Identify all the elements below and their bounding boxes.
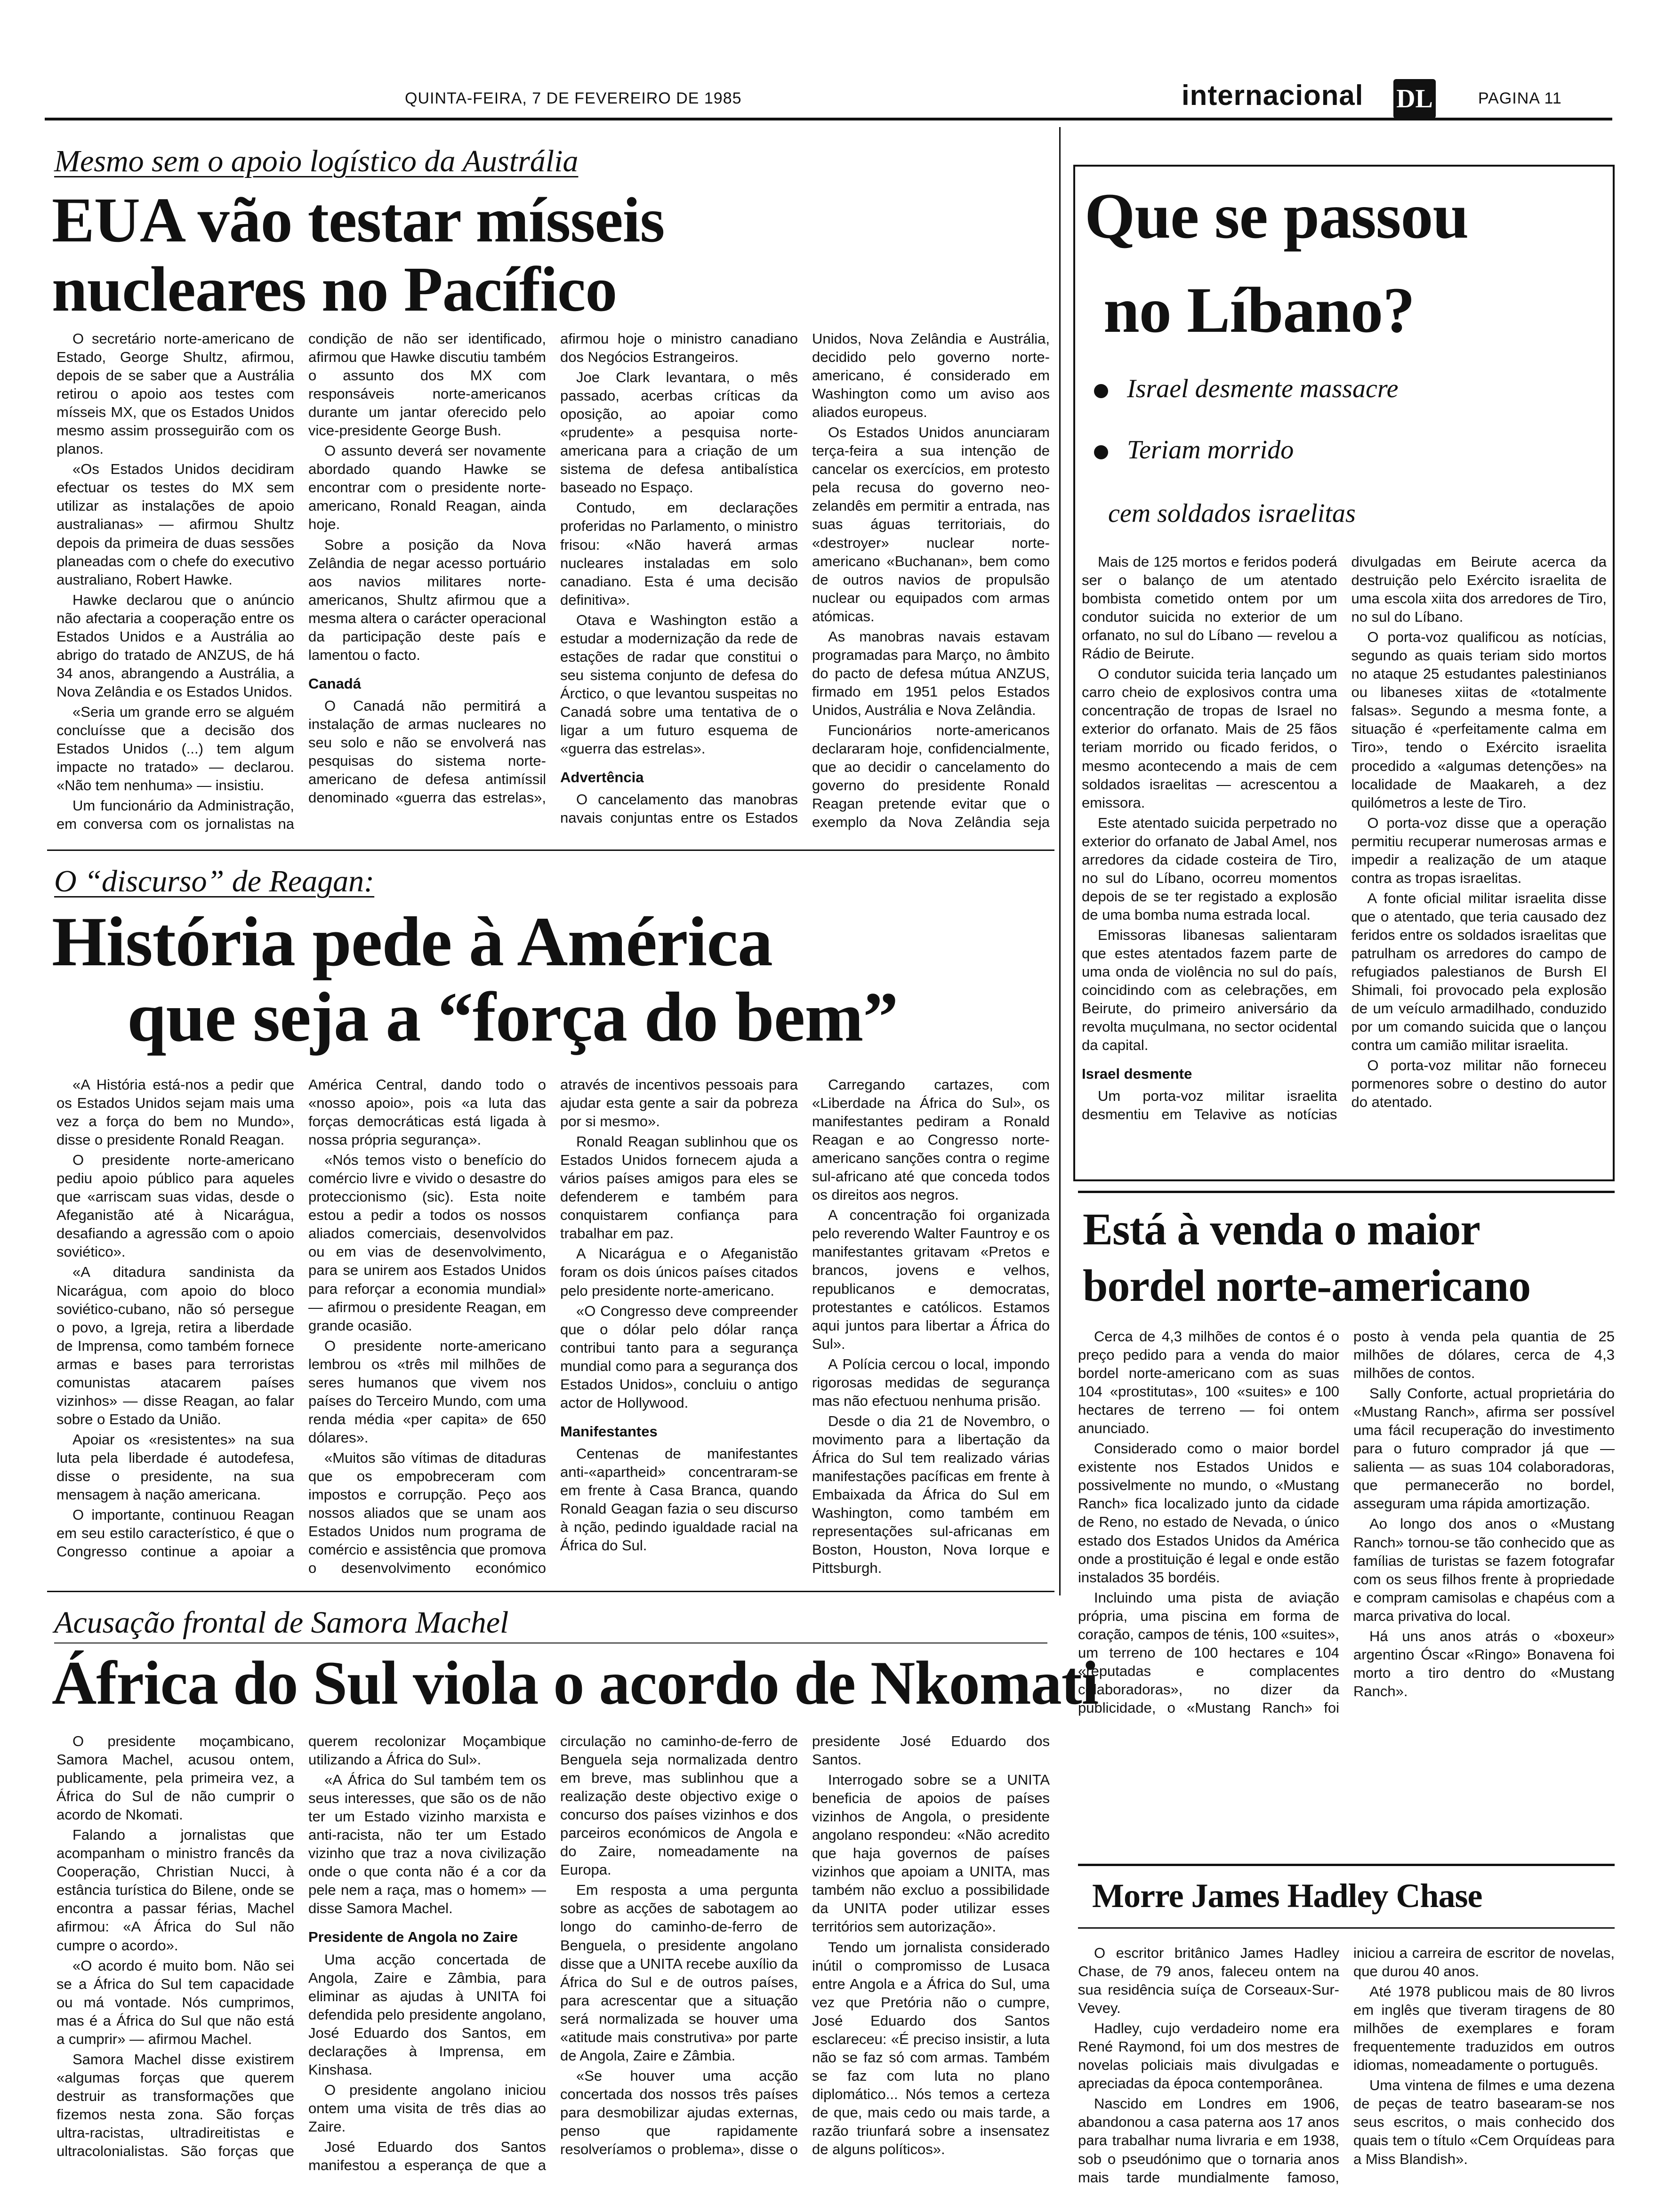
paragraph: A concentração foi organizada pelo reverendo Walter Fauntroy e os manifestantes gritavam «Pretos e brancos, jovens e velhos, republicanos e democratas, protestantes e católicos. Estamos aqui juntos para libertar a África do Sul». — [812, 1207, 1050, 1352]
crosshead: Advertência — [560, 769, 644, 786]
paragraph: Tendo um jornalista considerado inútil o compromisso de Lusaca entre Angola e a África do Sul, uma vez que Pretória não o cumpre, José Eduardo dos Santos esclareceu: «É preciso insistir, a luta não se faz só com armas. Também se faz com luta no plano diplomático... Nós temos a certeza de que, mais cedo ou mais tarde, a razão triunfará sobre a insensatez de alguns políticos». — [812, 1939, 1050, 2158]
article-rule — [1078, 1191, 1615, 1193]
page-date: QUINTA-FEIRA, 7 DE FEVEREIRO DE 1985 — [405, 89, 742, 107]
paragraph: Hadley, cujo verdadeiro nome era René Raymond, foi um dos mestres de novelas policiais mais divulgadas e apreciadas da época contemporânea. — [1078, 2020, 1339, 2092]
paragraph: O secretário norte-americano de Estado, George Shultz, afirmou, depois de se saber que a Austrália retirou o apoio aos testes com mísseis MX, que os Estados Unidos mesmo assim prosseguirão com os planos. — [56, 330, 294, 457]
page-number: PAGINA 11 — [1478, 89, 1562, 107]
crosshead: Israel desmente — [1082, 1066, 1192, 1082]
paragraph: «Se houver uma acção concertada dos nossos três países para desmobilizar ajudas externas, penso que rapidamente resolveríamos o problema», disse o presidente José Eduardo dos Santos. — [560, 1733, 1050, 2158]
paragraph: Sally Conforte, actual proprietária do «Mustang Ranch», afirma ser possível uma fácil recuperação do investimento para o futuro comprador já que — salienta — as suas 104 colaboradoras, que permanecerão no bordel, asseguram uma rápida amortização. — [1353, 1385, 1615, 1512]
paragraph: O assunto deverá ser novamente abordado quando Hawke se encontrar com o presidente norte-americano, Ronald Reagan, ainda hoje. — [308, 442, 546, 533]
header-rule — [45, 118, 1612, 120]
bullet-text: Teriam morrido — [1127, 435, 1294, 465]
article-headline: que seja a “força do bem” — [127, 978, 898, 1056]
paragraph: Considerado como o maior bordel existente nos Estados Unidos e possivelmente no mundo, o «Mustang Ranch» fica localizado junto da cidade de Reno, no estado de Nevada, o único estado dos Estados Unidos da América onde a prostituição é legal e onde estão instalados 35 bordéis. — [1078, 1440, 1339, 1586]
paragraph: Carregando cartazes, com «Liberdade na África do Sul», os manifestantes pediram a Ronald Reagan e ao Congresso norte-americano sanções contra o regime sul-africano até que conceda todos os direitos aos negros. — [812, 1076, 1050, 1203]
article-hadley-chase — [1069, 1864, 1619, 2193]
paragraph: Samora Machel disse existirem «algumas forças que querem destruir as transformações que fizemos nesta zona. São forças ultra-racistas, ultradireitistas e ultracolonialistas. São forças que querem recolonizar Moçambique utilizando a África do Sul». — [56, 1733, 546, 2160]
article-body — [1078, 1327, 1615, 1868]
article-body — [56, 1732, 1050, 2188]
sidebar-headline: no Líbano? — [1103, 274, 1415, 346]
paragraph: Ao longo dos anos o «Mustang Ranch» tornou-se tão conhecido que as famílias de turistas se fazem fotografar com os seus filhos frente à propriedade e compram camisolas e chapéus com a marca privativa do local. — [1353, 1515, 1615, 1624]
paragraph: Centenas de manifestantes anti-«apartheid» concentraram-se em frente à Casa Branca, quando Ronald Geagan fazia o seu discurso à nção, pedindo igualdade racial na África do Sul. — [560, 1445, 798, 1554]
article-nkomati — [47, 1595, 1099, 2193]
crosshead: Canadá — [308, 675, 361, 692]
paragraph: Mais de 125 mortos e feridos poderá ser o balanço de um atentado bombista cometido ontem por um condutor suicida no exterior de um orfanato, no sul do Líbano — revelou a Rádio de Beirute. — [1082, 553, 1337, 662]
article-headline: África do Sul viola o acordo de Nkomati — [52, 1648, 1099, 1717]
paragraph: «A ditadura sandinista da Nicarágua, com apoio do bloco soviético-cubano, não só persegue o povo, a Igreja, retira a liberdade de Imprensa, como também fornece armas e bases para terroristas comunistas atacarem países vizinhos» — disse Reagan, ao falar sobre o Estado da União. — [56, 1264, 294, 1427]
paragraph: O porta-voz militar não forneceu pormenores sobre o destino do autor do atentado. — [1351, 1057, 1607, 1111]
paragraph: José Eduardo dos Santos manifestou a esperança de que a circulação no caminho-de-ferro de Benguela seja normalizada dentro em breve, mas sublinhou que a realização deste objectivo exige o concurso dos países vizinhos e dos parceiros económicos de Angola e do Zaire, nomeadamente na Europa. — [308, 1733, 798, 2174]
paragraph: O Canadá não permitirá a instalação de armas nucleares no seu solo e não se envolverá nas pesquisas do sistema norte-americano de defesa antimíssil denominado «guerra das estrelas», afirmou hoje o ministro canadiano dos Negócios Estrangeiros. — [308, 330, 798, 806]
sidebar-bullet — [1094, 374, 1398, 404]
sidebar-bullet: cem soldados israelitas — [1108, 499, 1356, 528]
article-kicker: Acusação frontal de Samora Machel — [54, 1605, 509, 1640]
paragraph: Interrogado sobre se a UNITA beneficia de apoios de países vizinhos de Angola, o presidente angolano respondeu: «Não acredito que haja governos de países vizinhos que apoiam a UNITA, mas também não excluo a possibilidade da UNITA poder utilizar esses territórios sem autorização». — [812, 1771, 1050, 1935]
article-body — [56, 1075, 1050, 1579]
paragraph: Incluindo uma pista de aviação própria, uma piscina em forma de coração, campos de ténis, 100 «suites», um terreno de 100 hectares e 104 «reputadas e complacentes colaboradoras», no dizer da publicidade, o «Mustang Ranch» foi posto à venda pela quantia de 25 milhões de dólares, cerca de 4,3 milhões de contos. — [1078, 1328, 1615, 1716]
paragraph: O condutor suicida teria lançado um carro cheio de explosivos contra uma concentração de tropas de Israel no exterior do orfanato. Mais de 25 fãos teriam morrido ou ficado feridos, o mesmo acontecendo a mais de cem soldados israelitas — acrescentou a emissora. — [1082, 665, 1337, 811]
article-body — [1078, 1944, 1615, 2188]
bullet-icon — [1094, 384, 1108, 398]
article-body — [56, 329, 1050, 842]
paragraph: Funcionários norte-americanos declararam hoje, confidencialmente, que ao decidir o cancelamento do governo do presidente Ronald Reagan pretende evitar que o exemplo da Nova Zelândia seja — [812, 721, 1050, 831]
crosshead: Presidente de Angola no Zaire — [308, 1929, 518, 1946]
paragraph: As manobras navais estavam programadas para Março, no âmbito do pacto de defesa mútua ANZUS, firmado em 1951 pelos Estados Unidos, Austrália e Nova Zelândia. — [812, 628, 1050, 718]
paragraph: Um porta-voz militar israelita desmentiu em Telavive as notícias divulgadas em Beirute acerca da destruição pelo Exército israelita de uma escola xiita dos arredores de Tiro, no sul do Líbano. — [1082, 553, 1607, 1123]
paragraph: «O Congresso deve compreender que o dólar pelo dólar rança contribui tanto para a segurança mundial como para a segurança dos Estados Unidos», concluiu o antigo actor de Hollywood. — [560, 1302, 798, 1411]
paragraph: «Nós temos visto o benefício do comércio livre e vivido o desastre do proteccionismo (sic). Esta noite estou a pedir a todos os nossos aliados comerciais, desenvolvidos ou em vias de desenvolvimento, para se unirem aos Estados Unidos para reforçar a economia mundial» — afirmou o presidente Reagan, em grande ocasião. — [308, 1152, 546, 1334]
article-headline: EUA vão testar mísseis nucleares no Pacífico — [52, 185, 665, 325]
paragraph: «A História está-nos a pedir que os Estados Unidos sejam mais uma vez a força do bem no Mundo», disse o presidente Ronald Reagan. — [56, 1076, 294, 1148]
paragraph: O presidente norte-americano pediu apoio público para aqueles que «arriscam suas vidas, desde o Afeganistão até à Nicarágua, desafiando a agressão com o apoio soviético». — [56, 1152, 294, 1260]
paragraph: Uma vintena de filmes e uma dezena de peças de teatro basearam-se nos seus escritos, o mais conhecido dos quais tem o título «Cem Orquídeas para a Miss Blandish». — [1353, 2077, 1615, 2167]
paragraph: Em resposta a uma pergunta sobre as acções de sabotagem ao longo do caminho-de-ferro de Benguela, o presidente angolano disse que a UNITA recebe auxílio da África do Sul e de outros países, para acrescentar que a situação será normalizada se houver uma «atitude mais construtiva» por parte de Angola, Zaire e Zâmbia. — [560, 1882, 798, 2064]
paragraph: «A África do Sul também tem os seus interesses, que são os de não ter um Estado vizinho marxista e anti-racista, não ter um Estado vizinho que traz a nova civilização onde o que conta não é a cor da pele nem a raça, mas o homem» — disse Samora Machel. — [308, 1771, 546, 1917]
paragraph: Ronald Reagan sublinhou que os Estados Unidos fornecem ajuda a vários países amigos para eles se defenderem e também para conquistarem confiança para trabalhar em paz. — [560, 1133, 798, 1242]
paragraph: A Nicarágua e o Afeganistão foram os dois únicos países citados pelo presidente norte-americano. — [560, 1245, 798, 1299]
paragraph: O importante, continuou Reagan em seu estilo característico, é que o Congresso continue a apoiar a América Central, dando todo o «nosso apoio», pois «a luta das forças democráticas está ligada à nossa própria segurança». — [56, 1076, 546, 1560]
paragraph: «O acordo é muito bom. Não sei se a África do Sul tem capacidade ou má vontade. Nós cumprimos, mas é a África do Sul que não está a cumprir» — afirmou Machel. — [56, 1957, 294, 2047]
paragraph: Cerca de 4,3 milhões de contos é o preço pedido para a venda do maior bordel norte-americano com as suas 104 «prostitutas», 100 «suites» e 100 hectares de terreno — foi ontem anunciado. — [1078, 1328, 1339, 1437]
paragraph: O porta-voz qualificou as notícias, segundo as quais teriam sido mortos no ataque 25 estudantes palestinianos ou libaneses xiitas de «totalmente falsas». Segundo a mesma fonte, a situação é «perfeitamente calma em Tiro», tendo o Exército israelita procedido a «algumas detenções» na localidade de Maakareh, a dez quilómetros a leste de Tiro. — [1351, 629, 1607, 811]
section-title: internacional — [1182, 80, 1364, 111]
paragraph: Falando a jornalistas que acompanham o ministro francês da Cooperação, Christian Nucci, à estância turística do Bilene, onde se encontra a passar férias, Machel afirmou: «A África do Sul não cumpre o acordo». — [56, 1827, 294, 1954]
column-divider — [1059, 127, 1061, 1595]
paragraph: Uma acção concertada de Angola, Zaire e Zâmbia, para eliminar as ajudas à UNITA foi defendida pelo presidente angolano, José Eduardo dos Santos, em declarações à Imprensa, em Kinshasa. — [308, 1951, 546, 2078]
paragraph: O cancelamento das manobras navais conjuntas entre os Estados Unidos, Nova Zelândia e Austrália, decidido pelo governo norte-americano, é considerado em Washington como um aviso aos aliados europeus. — [560, 330, 1050, 826]
paragraph: Hawke declarou que o anúncio não afectaria a cooperação entre os Estados Unidos e a Austrália ao abrigo do tratado de ANZUS, de há 34 anos, abrangendo a Austrália, a Nova Zelândia e os Estados Unidos. — [56, 591, 294, 700]
paragraph: Contudo, em declarações proferidas no Parlamento, o ministro frisou: «Não haverá armas nucleares instaladas em solo canadiano. Esta é uma decisão definitiva». — [560, 499, 798, 608]
paragraph: O porta-voz disse que a operação permitiu recuperar numerosas armas e impedir a realização de um ataque contra as tropas israelitas. — [1351, 814, 1607, 886]
sidebar-headline: Que se passou — [1085, 180, 1469, 252]
paragraph: Sobre a posição da Nova Zelândia de negar acesso portuário aos navios militares norte-americanos, Shultz afirmou que a mesma altera o carácter operacional da participação deste país e lamentou o facto. — [308, 536, 546, 663]
bullet-text: Israel desmente massacre — [1127, 374, 1399, 403]
paragraph: O escritor britânico James Hadley Chase, de 79 anos, faleceu ontem na sua residência suíça de Corseaux-Sur-Vevey. — [1078, 1945, 1339, 2017]
paragraph: «Os Estados Unidos decidiram efectuar os testes do MX sem utilizar as instalações de apoio australianas» — afirmou Shultz depois da primeira de duas sessões planeadas com o chefe do executivo australiano, Robert Hawke. — [56, 461, 294, 588]
sidebar-bullet — [1094, 435, 1294, 465]
paragraph: O presidente moçambicano, Samora Machel, acusou ontem, publicamente, pela primeira vez, a África do Sul de não cumprir o acordo de Nkomati. — [56, 1733, 294, 1823]
paragraph: «Muitos são vítimas de ditaduras que os empobreceram com impostos e corrupção. Peço aos nossos aliados que se unam aos Estados Unidos num programa de comércio e assistência que promova o desenvolvimento económico através de incentivos pessoais para ajudar esta gente a sair da pobreza por si mesmo». — [308, 1076, 798, 1577]
paragraph: O presidente angolano iniciou ontem uma visita de três dias ao Zaire. — [308, 2081, 546, 2135]
paragraph: Emissoras libanesas salientaram que estes atentados fazem parte de uma onda de violência no sul do país, coincidindo com as celebrações, em Beirute, do primeiro aniversário da revolta muçulmana, no sector ocidental da capital. — [1082, 926, 1337, 1054]
paragraph: Apoiar os «resistentes» na sua luta pela liberdade é autodefesa, disse o presidente, na sua mensagem à nação americana. — [56, 1431, 294, 1503]
article-divider — [47, 850, 1054, 851]
paragraph: «Seria um grande erro se alguém concluísse que a decisão dos Estados Unidos (...) tem algum impacte no tratado» — declarou. «Não tem nenhuma» — insistiu. — [56, 703, 294, 794]
article-headline: Está à venda o maior — [1083, 1204, 1480, 1254]
crosshead: Manifestantes — [560, 1423, 658, 1440]
paragraph: O presidente norte-americano lembrou os «três mil milhões de seres humanos que vivem nos países do Terceiro Mundo, com uma renda média «per capita» de 650 dólares». — [308, 1337, 546, 1446]
article-kicker: O “discurso” de Reagan: — [54, 864, 375, 898]
newspaper-logo: DL — [1393, 79, 1436, 119]
article-reagan-speech — [47, 854, 1054, 1588]
paragraph: Joe Clark levantara, o mês passado, acerbas críticas da oposição, ao apoiar como «prudente» a pesquisa norte-americana para a criação de um sistema de defesa antibalística baseado no Espaço. — [560, 369, 798, 496]
article-mx-missiles — [47, 132, 1054, 852]
paragraph: A fonte oficial militar israelita disse que o atentado, que teria causado dez feridos entre os soldados israelitas que patrulham os arredores do campo de refugiados palestianos de Bursh El Shimali, foi provocado pela explosão de um veículo armadilhado, conduzido por um comando suicida que o lançou contra um camião militar israelita. — [1351, 890, 1607, 1054]
paragraph: Nascido em Londres em 1906, abandonou a casa paterna aos 17 anos para trabalhar numa livraria e em 1938, sob o pseudónimo que o tornaria anos mais tarde mundialmente famoso, iniciou a carreira de escritor de novelas, que durou 40 anos. — [1078, 1945, 1615, 2186]
paragraph: Há uns anos atrás o «boxeur» argentino Óscar «Ringo» Bonavena foi morto a tiro dentro do «Mustang Ranch». — [1353, 1627, 1615, 1699]
article-rule — [1078, 1864, 1615, 1866]
headline-rule — [1078, 1927, 1615, 1929]
article-kicker: Mesmo sem o apoio logístico da Austrália — [54, 144, 579, 178]
paragraph: Os Estados Unidos anunciaram terça-feira a sua intenção de cancelar os exercícios, em protesto pela recusa do governo neo-zelandês em permitir a entrada, nas suas águas territoriais, do «destroyer» nuclear norte-americano «Buchanan», bem como de outros navios de propulsão nuclear ou equipados com armas atómicas. — [812, 424, 1050, 625]
article-headline: bordel norte-americano — [1083, 1260, 1531, 1311]
paragraph: Desde o dia 21 de Novembro, o movimento para a libertação da África do Sul tem realizado várias manifestações pacíficas em frente à Embaixada da África do Sul em Washington, como também em representações sul-africanas em Boston, Houston, Nova Iorque e Pittsburgh. — [812, 1412, 1050, 1577]
article-divider — [47, 1591, 1054, 1592]
bullet-icon — [1094, 445, 1108, 459]
paragraph: Este atentado suicida perpetrado no exterior do orfanato de Jabal Amel, nos arredores da cidade costeira de Tiro, no sul do Líbano, ocorreu momentos depois de se ter registado a explosão de uma bomba numa estrada local. — [1082, 814, 1337, 923]
paragraph: A Polícia cercou o local, impondo rigorosas medidas de segurança mas não efectuou nenhuma prisão. — [812, 1355, 1050, 1409]
article-brothel — [1069, 1191, 1619, 1868]
article-headline: Morre James Hadley Chase — [1092, 1877, 1482, 1915]
article-headline: História pede à América — [52, 903, 772, 981]
sidebar-body — [1082, 553, 1607, 1174]
paragraph: Um funcionário da Administração, em conversa com os jornalistas na condição de não ser identificado, afirmou que Hawke discutiu também o assunto dos MX com responsáveis norte-americanos durante um jantar oferecido pelo vice-presidente George Bush. — [56, 330, 546, 833]
paragraph: Até 1978 publicou mais de 80 livros em inglês que tiveram tiragens de 80 milhões de exemplares e foram frequentemente traduzidos em outros idiomas, nomeadamente o português. — [1353, 1983, 1615, 2074]
sidebar-lebanon — [1073, 165, 1615, 1181]
paragraph: Otava e Washington estão a estudar a modernização da rede de estações de radar que constitui o seu sistema conjunto de defesa do Árctico, o que levantou suspeitas no Canadá sobre uma tentativa de o ligar a um futuro esquema de «guerra das estrelas». — [560, 611, 798, 757]
